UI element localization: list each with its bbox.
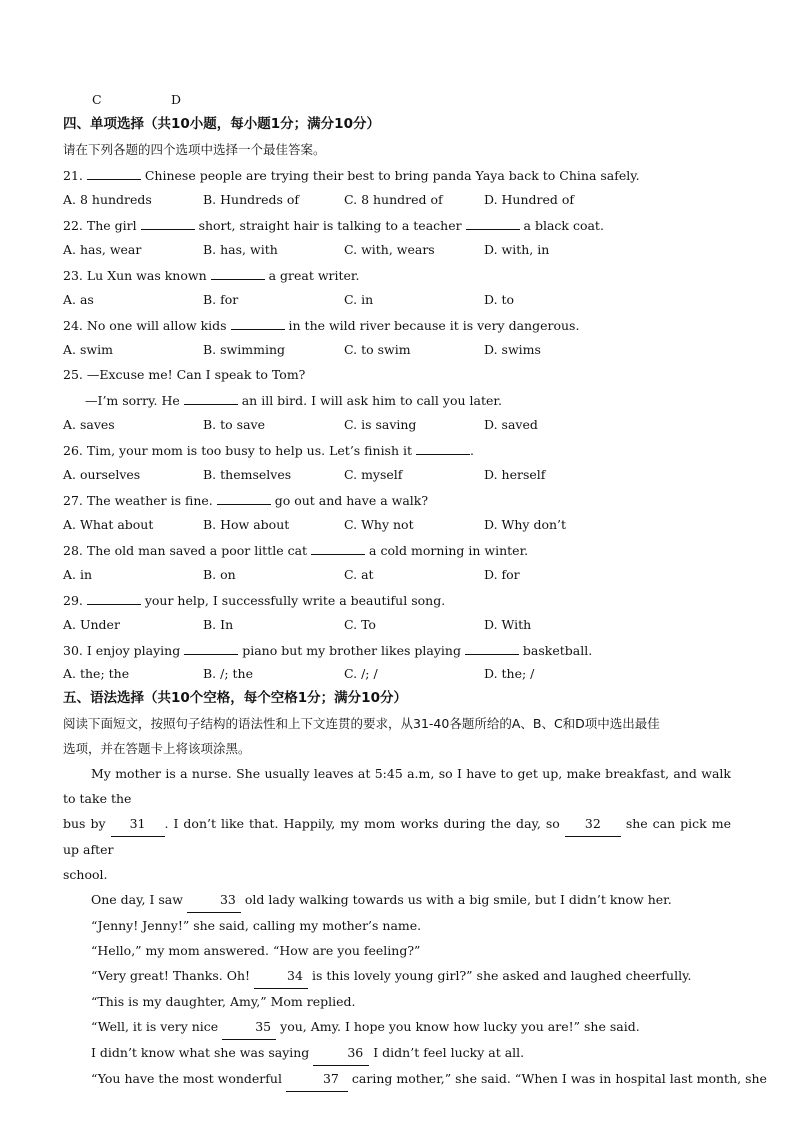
q23-option-c: C. in — [344, 292, 374, 307]
answer-blank — [184, 642, 238, 655]
answer-blank — [141, 217, 195, 230]
question-25: 25. —Excuse me! Can I speak to Tom? — [63, 367, 306, 382]
gap-34: 34 — [254, 963, 308, 989]
question-23: 23. Lu Xun was known a great writer. — [63, 268, 360, 283]
q26-option-a: A. ourselves — [63, 467, 141, 482]
answer-blank — [87, 167, 141, 180]
answer-blank — [416, 442, 470, 455]
question-26: 26. Tim, your mom is too busy to help us. Let’s finish it . — [63, 443, 474, 458]
passage-line: One day, I saw 33 old lady walking towards us with a big smile, but I didn’t know her. — [63, 887, 731, 913]
option-c: C — [92, 92, 102, 107]
q26-option-d: D. herself — [484, 467, 546, 482]
q22-option-c: C. with, wears — [344, 242, 435, 257]
q29-option-b: B. In — [203, 617, 234, 632]
answer-blank — [87, 592, 141, 605]
question-27: 27. The weather is fine. go out and have a walk? — [63, 493, 429, 508]
q24-option-d: D. swims — [484, 342, 541, 357]
q27-option-d: D. Why don’t — [484, 517, 567, 532]
q23-option-a: A. as — [63, 292, 94, 307]
passage-line: “You have the most wonderful 37 caring mother,” she said. “When I was in hospital last month, she — [63, 1066, 731, 1092]
question-22: 22. The girl short, straight hair is talking to a teacher a black coat. — [63, 218, 604, 233]
q21-option-d: D. Hundred of — [484, 192, 575, 207]
q28-option-b: B. on — [203, 567, 236, 582]
q28-option-c: C. at — [344, 567, 374, 582]
q26-option-c: C. myself — [344, 467, 403, 482]
answer-blank — [465, 642, 519, 655]
q24-option-b: B. swimming — [203, 342, 286, 357]
q21-option-b: B. Hundreds of — [203, 192, 300, 207]
q29-option-a: A. Under — [63, 617, 120, 632]
section5-instruction-line2: 选项，并在答题卡上将该项涂黑。 — [63, 741, 251, 756]
question-29: 29. your help, I successfully write a beautiful song. — [63, 593, 446, 608]
answer-blank — [311, 542, 365, 555]
passage-line: “This is my daughter, Amy,” Mom replied. — [91, 994, 356, 1009]
question-28: 28. The old man saved a poor little cat a cold morning in winter. — [63, 543, 529, 558]
q27-option-c: C. Why not — [344, 517, 414, 532]
q25-option-d: D. saved — [484, 417, 538, 432]
gap-32: 32 — [565, 811, 621, 837]
gap-33: 33 — [187, 887, 241, 913]
option-d: D — [171, 92, 182, 107]
passage — [63, 761, 767, 1092]
q30-option-c: C. /; / — [344, 666, 378, 681]
gap-31: 31 — [111, 811, 165, 837]
answer-blank — [184, 392, 238, 405]
section5-instruction-line1: 阅读下面短文，按照句子结构的语法性和上下文连贯的要求，从31-40各题所给的A、B、C和D项中选出最佳 — [63, 716, 660, 731]
q29-option-d: D. With — [484, 617, 532, 632]
section4-instruction: 请在下列各题的四个选项中选择一个最佳答案。 — [63, 142, 326, 157]
q27-option-b: B. How about — [203, 517, 290, 532]
section5-title: 五、语法选择（共10个空格，每个空格1分；满分10分） — [63, 690, 407, 706]
gap-36: 36 — [313, 1040, 369, 1066]
passage-line: “Very great! Thanks. Oh! 34 is this lovely young girl?” she asked and laughed cheerfully. — [63, 963, 731, 989]
q23-option-b: B. for — [203, 292, 239, 307]
answer-blank — [211, 267, 265, 280]
passage-line: “Hello,” my mom answered. “How are you feeling?” — [91, 943, 421, 958]
question-25-reply: —I’m sorry. He an ill bird. I will ask him to call you later. — [85, 393, 502, 408]
question-24: 24. No one will allow kids in the wild river because it is very dangerous. — [63, 318, 580, 333]
passage-line: “Jenny! Jenny!” she said, calling my mother’s name. — [91, 918, 422, 933]
q30-option-a: A. the; the — [63, 666, 130, 681]
q30-option-b: B. /; the — [203, 666, 253, 681]
q24-option-a: A. swim — [63, 342, 113, 357]
passage-line: My mother is a nurse. She usually leaves at 5:45 a.m, so I have to get up, make breakfast, and walk to take the — [63, 766, 731, 806]
question-21: 21. Chinese people are trying their best to bring panda Yaya back to China safely. — [63, 168, 640, 183]
answer-blank — [466, 217, 520, 230]
q28-option-d: D. for — [484, 567, 520, 582]
answer-blank — [231, 317, 285, 330]
q29-option-c: C. To — [344, 617, 376, 632]
q22-option-d: D. with, in — [484, 242, 550, 257]
question-30: 30. I enjoy playing piano but my brother likes playing basketball. — [63, 643, 593, 658]
q27-option-a: A. What about — [63, 517, 154, 532]
q30-option-d: D. the; / — [484, 666, 535, 681]
gap-37: 37 — [286, 1066, 348, 1092]
passage-line: bus by 31 . I don’t like that. Happily, my mom works during the day, so 32 she can pick me up after — [63, 811, 731, 862]
passage-line: “Well, it is very nice 35 you, Amy. I hope you know how lucky you are!” she said. — [63, 1014, 731, 1040]
q21-option-c: C. 8 hundred of — [344, 192, 443, 207]
section4-title: 四、单项选择（共10小题，每小题1分；满分10分） — [63, 116, 380, 132]
q25-option-a: A. saves — [63, 417, 115, 432]
q25-option-b: B. to save — [203, 417, 265, 432]
q22-option-b: B. has, with — [203, 242, 278, 257]
q26-option-b: B. themselves — [203, 467, 292, 482]
q25-option-c: C. is saving — [344, 417, 417, 432]
passage-line: I didn’t know what she was saying 36 I didn’t feel lucky at all. — [63, 1040, 731, 1066]
gap-35: 35 — [222, 1014, 276, 1040]
answer-blank — [217, 492, 271, 505]
q24-option-c: C. to swim — [344, 342, 411, 357]
q22-option-a: A. has, wear — [63, 242, 142, 257]
passage-line: school. — [63, 867, 108, 882]
q28-option-a: A. in — [63, 567, 93, 582]
q23-option-d: D. to — [484, 292, 515, 307]
q21-option-a: A. 8 hundreds — [63, 192, 152, 207]
